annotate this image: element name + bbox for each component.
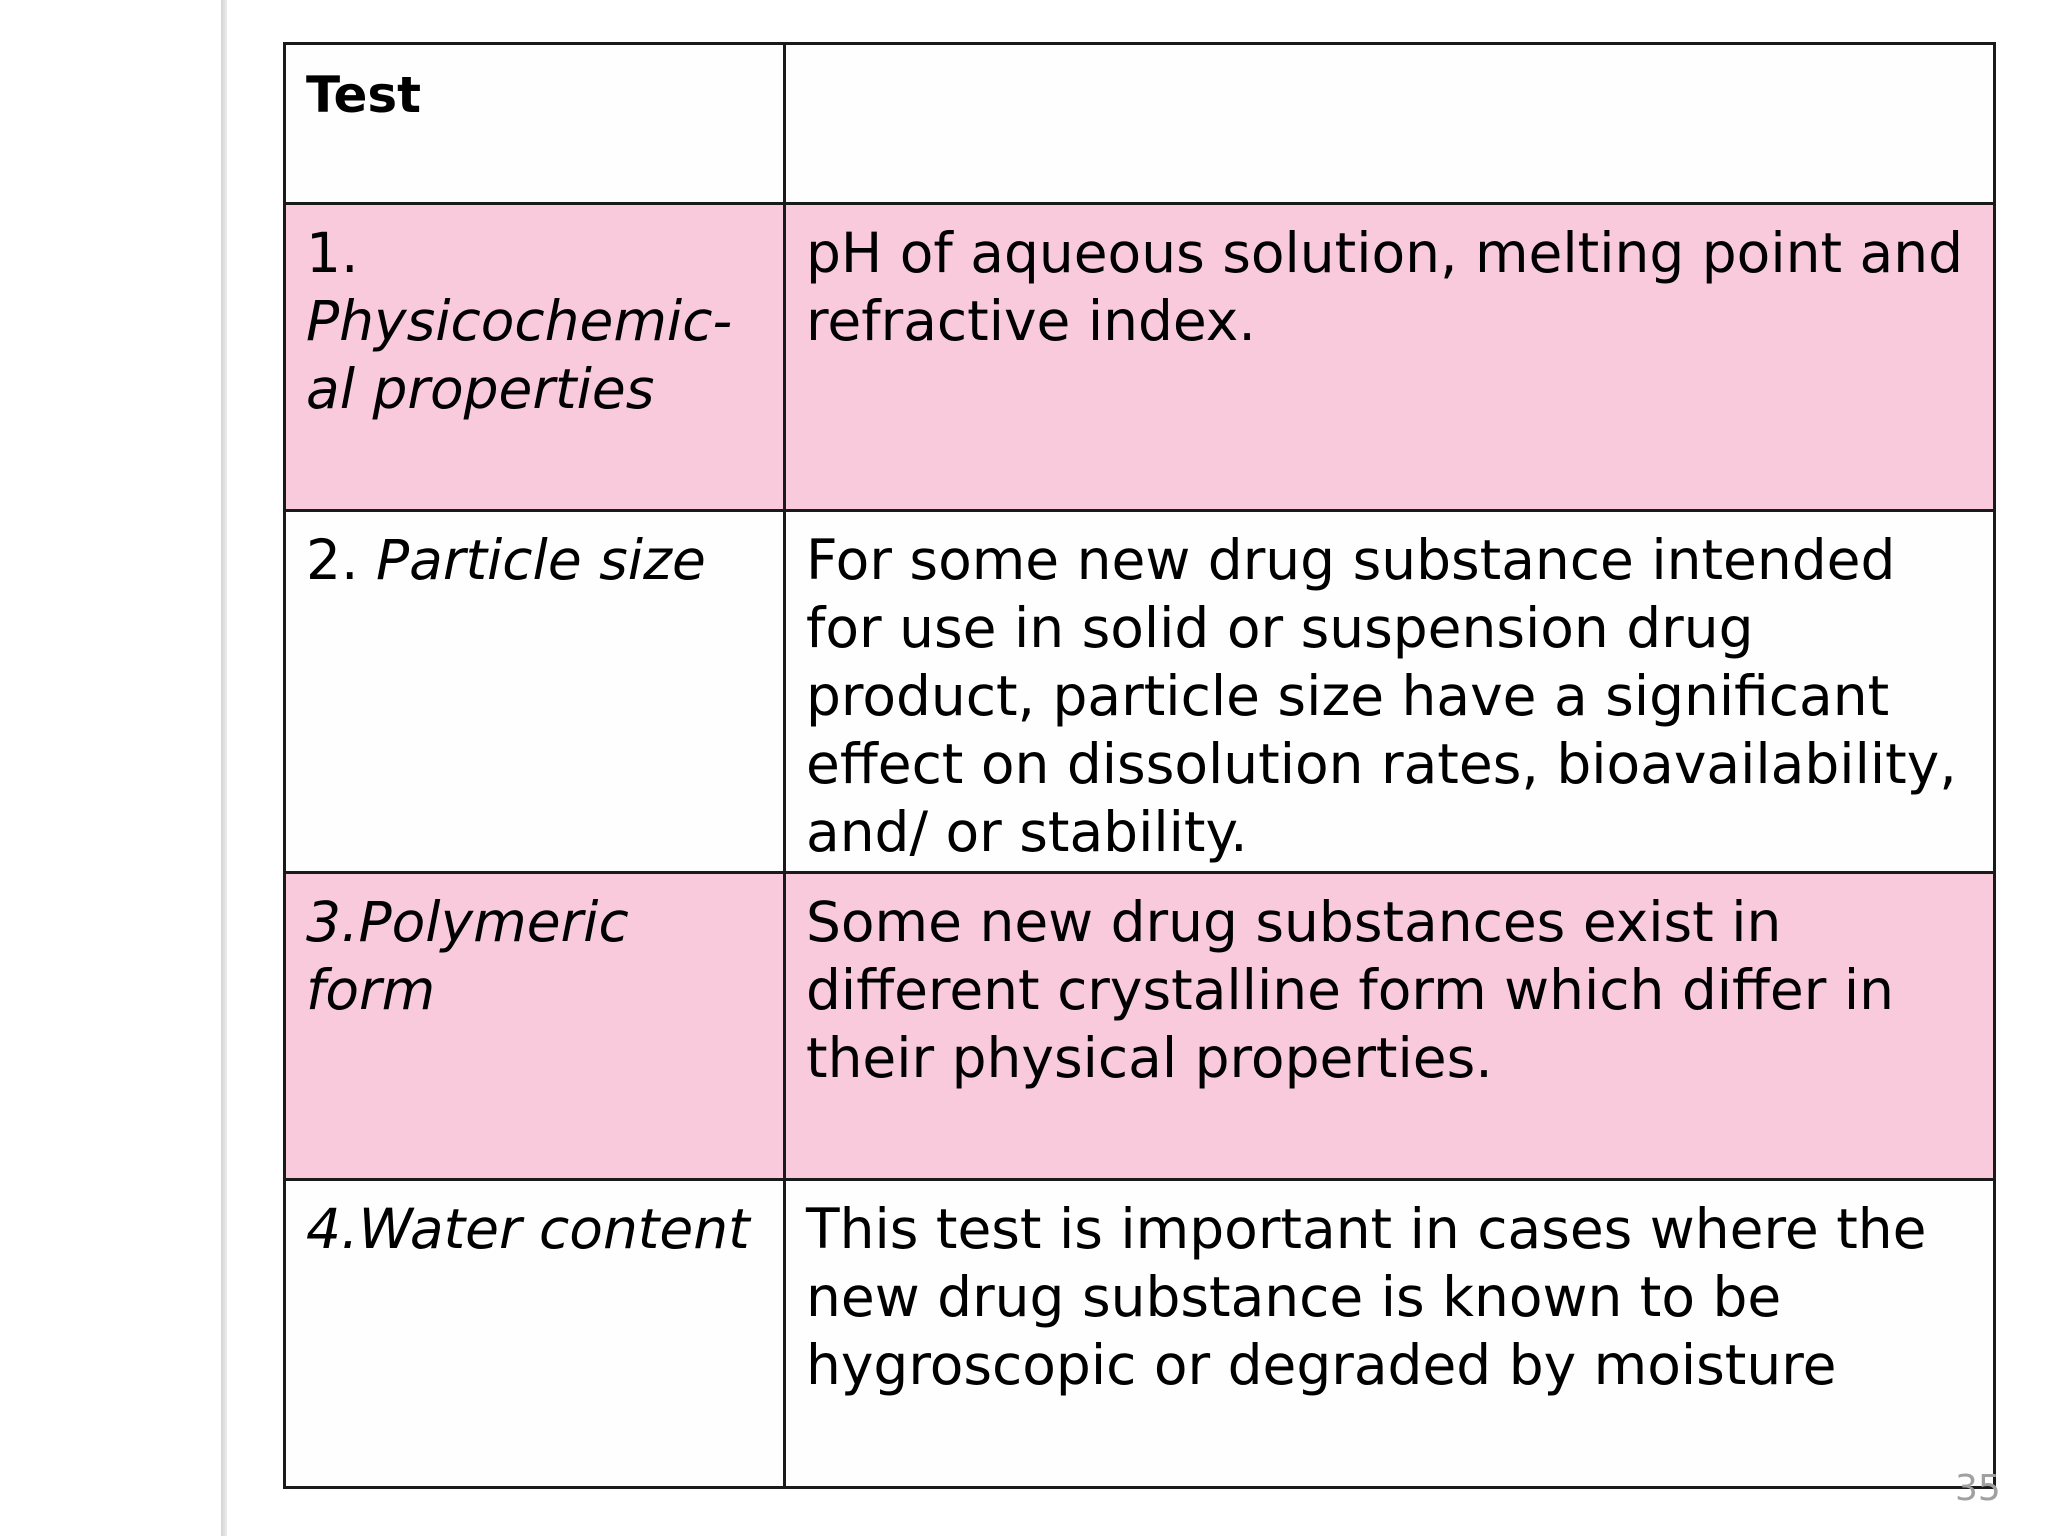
- table-row: [285, 204, 1995, 511]
- test-description-cell: [785, 1180, 1995, 1488]
- test-description: Some new drug substances exist in different crystalline form which differ in their physical properties.: [806, 890, 1894, 1090]
- specification-table: [283, 42, 1996, 1489]
- left-divider: [221, 0, 227, 1536]
- test-number: 1.: [306, 221, 359, 285]
- test-name-line: al properties: [306, 357, 655, 421]
- header-label-test: Test: [306, 66, 422, 124]
- page-number: 35: [1955, 1468, 2001, 1509]
- test-description: pH of aqueous solution, melting point and refractive index.: [806, 221, 1963, 353]
- test-name: Water content: [358, 1197, 750, 1261]
- table-header-row: [285, 44, 1995, 204]
- table-row: [285, 873, 1995, 1180]
- test-name-cell: [285, 204, 785, 511]
- test-number: 4.: [306, 1197, 359, 1261]
- test-description-cell: [785, 873, 1995, 1180]
- test-description-cell: [785, 511, 1995, 873]
- test-name-cell: [285, 873, 785, 1180]
- test-number: 2.: [306, 528, 359, 592]
- test-name-line: Physicochemic-: [306, 289, 733, 353]
- test-description: For some new drug substance intended for use in solid or suspension drug product, particle size have a significant effect on dissolution rates, bioavailability, and/ or stability.: [806, 528, 1957, 864]
- test-name: Polymeric form: [306, 890, 629, 1022]
- test-description-cell: [785, 204, 1995, 511]
- test-name-cell: [285, 1180, 785, 1488]
- header-cell-empty: [785, 44, 1995, 204]
- test-name: Particle size: [375, 528, 706, 592]
- table-row: [285, 1180, 1995, 1488]
- test-number: 3.: [306, 890, 359, 954]
- test-name-cell: [285, 511, 785, 873]
- test-description: This test is important in cases where the new drug substance is known to be hygroscopic or degraded by moisture: [806, 1197, 1927, 1397]
- header-cell-test: [285, 44, 785, 204]
- table-row: [285, 511, 1995, 873]
